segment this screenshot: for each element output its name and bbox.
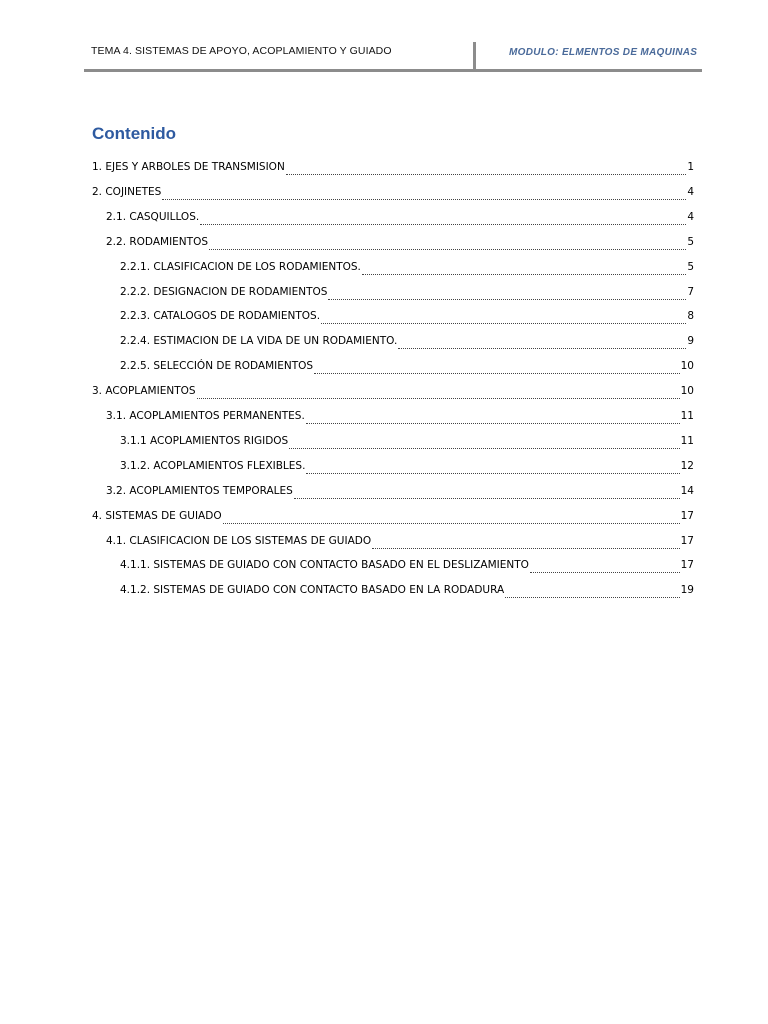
toc-entry-label: 2.1. CASQUILLOS. (106, 210, 200, 223)
toc-entry-label: 3.2. ACOPLAMIENTOS TEMPORALES (106, 484, 293, 497)
header-divider (473, 42, 476, 72)
toc-entry-page: 4 (687, 185, 694, 198)
toc-entry-page: 4 (687, 210, 694, 223)
toc-entry[interactable] (120, 360, 694, 378)
header-module-title: MODULO: ELMENTOS DE MAQUINAS (509, 47, 698, 58)
toc-entry-page: 17 (680, 559, 694, 572)
toc-entry[interactable] (106, 410, 694, 428)
page-header (84, 40, 702, 72)
toc-entry-page: 17 (680, 509, 694, 522)
toc-entry[interactable] (92, 161, 694, 179)
toc-entry[interactable] (120, 286, 694, 304)
toc-entry-label: 4.1.2. SISTEMAS DE GUIADO CON CONTACTO BASADO EN LA RODADURA (120, 584, 505, 597)
toc-entry-page: 17 (680, 534, 694, 547)
toc-entry-label: 3. ACOPLAMIENTOS (92, 385, 196, 398)
toc-dot-leader (306, 472, 679, 474)
toc-entry-label: 2.2. RODAMIENTOS (106, 235, 209, 248)
toc-entry-label: 2.2.4. ESTIMACION DE LA VIDA DE UN RODAMIENTO. (120, 335, 398, 348)
toc-dot-leader (286, 173, 687, 175)
toc-entry-label: 2.2.3. CATALOGOS DE RODAMIENTOS. (120, 310, 321, 323)
header-rule (84, 69, 702, 72)
toc-entry[interactable] (106, 211, 694, 229)
toc-entry-page: 10 (680, 360, 694, 373)
toc-entry[interactable] (106, 535, 694, 553)
toc-entry[interactable] (106, 485, 694, 503)
toc-entry[interactable] (120, 584, 694, 602)
toc-dot-leader (294, 497, 680, 499)
toc-dot-leader (314, 372, 680, 374)
toc-dot-leader (162, 198, 686, 200)
toc-entry-page: 8 (687, 310, 694, 323)
toc-dot-leader (362, 273, 686, 275)
toc-entry-page: 1 (687, 161, 694, 173)
toc-entry[interactable] (120, 335, 694, 353)
toc-entry-label: 2.2.1. CLASIFICACION DE LOS RODAMIENTOS. (120, 260, 361, 273)
toc-entry-label: 4.1.1. SISTEMAS DE GUIADO CON CONTACTO BASADO EN EL DESLIZAMIENTO (120, 559, 529, 572)
toc-entry-page: 12 (680, 459, 694, 472)
toc-dot-leader (328, 298, 686, 300)
toc-entry-label: 4. SISTEMAS DE GUIADO (92, 509, 222, 522)
toc-entry-page: 14 (680, 484, 694, 497)
toc-entry[interactable] (120, 435, 694, 453)
toc-entry[interactable] (92, 385, 694, 403)
toc-entry-label: 2. COJINETES (92, 185, 162, 198)
toc-entry-label: 1. EJES Y ARBOLES DE TRANSMISION (92, 161, 285, 173)
toc-dot-leader (306, 422, 680, 424)
toc-title: Contenido (92, 124, 177, 143)
toc-dot-leader (209, 248, 686, 250)
toc-entry-page: 9 (687, 335, 694, 348)
toc-entry[interactable] (120, 261, 694, 279)
toc-entry[interactable] (120, 460, 694, 478)
toc-entry-page: 5 (687, 260, 694, 273)
toc-dot-leader (223, 522, 680, 524)
toc-entry[interactable] (92, 510, 694, 528)
toc-dot-leader (321, 322, 686, 324)
toc-entry-label: 2.2.5. SELECCIÓN DE RODAMIENTOS (120, 360, 314, 373)
toc-dot-leader (289, 447, 679, 449)
toc-entry[interactable] (120, 559, 694, 577)
toc-entry-label: 3.1.2. ACOPLAMIENTOS FLEXIBLES. (120, 459, 306, 472)
toc-entry[interactable] (92, 186, 694, 204)
toc-entry-page: 11 (680, 410, 694, 422)
header-chapter-title: TEMA 4. SISTEMAS DE APOYO, ACOPLAMIENTO Y GUIADO (91, 45, 392, 57)
toc-dot-leader (372, 547, 680, 549)
toc-dot-leader (505, 596, 679, 598)
toc-dot-leader (200, 223, 686, 225)
toc-entry[interactable] (106, 236, 694, 254)
toc-entry-page: 5 (687, 235, 694, 248)
toc-entry-label: 3.1.1 ACOPLAMIENTOS RIGIDOS (120, 434, 289, 447)
toc-entry-page: 19 (680, 584, 694, 597)
toc-entry[interactable] (120, 310, 694, 328)
toc-dot-leader (197, 397, 680, 399)
toc-entry-label: 4.1. CLASIFICACION DE LOS SISTEMAS DE GUIADO (106, 534, 372, 547)
toc-entry-page: 11 (680, 434, 694, 447)
toc-entry-label: 3.1. ACOPLAMIENTOS PERMANENTES. (106, 410, 305, 422)
toc-dot-leader (530, 571, 680, 573)
toc-entry-page: 7 (687, 285, 694, 298)
toc-entry-page: 10 (680, 385, 694, 398)
toc-dot-leader (398, 347, 686, 349)
toc-entry-label: 2.2.2. DESIGNACION DE RODAMIENTOS (120, 285, 328, 298)
